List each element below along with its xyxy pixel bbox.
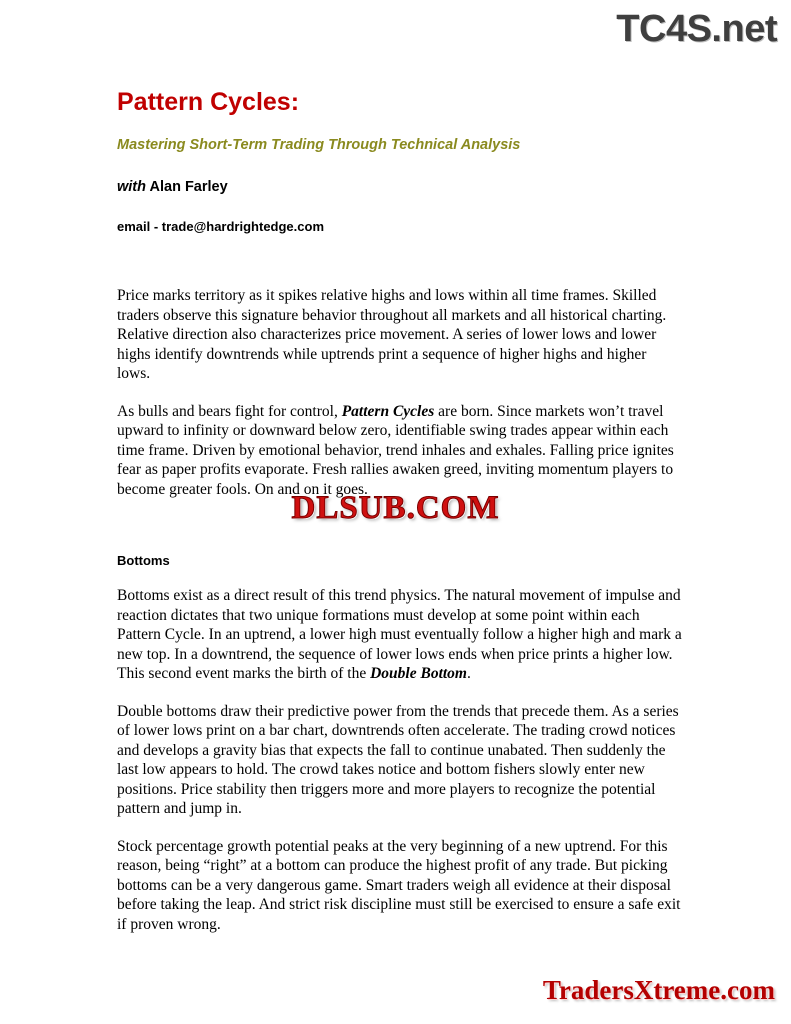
document-subtitle: Mastering Short-Term Trading Through Technical Analysis — [117, 137, 521, 153]
section-heading-bottoms: Bottoms — [117, 553, 170, 568]
paragraph-fragment-before: As bulls and bears fight for control, — [117, 402, 342, 420]
byline-prefix: with — [117, 179, 146, 195]
page-title: Pattern Cycles: — [117, 88, 300, 116]
byline — [117, 179, 683, 195]
section-fragment-after: . — [467, 665, 471, 682]
watermark-gap-2 — [117, 535, 683, 553]
watermark-tc4s: TC4S.net — [616, 8, 777, 50]
bottoms-paragraph-3: Stock percentage growth potential peaks at the very beginning of a new uptrend. For this reason, being “right” at a bottom can produce the highest profit of any trade. But picking bottoms can be a very dangerous game. Smart traders weigh all evidence at their disposal before taking the leap. And strict risk discipline must still be exercised to ensure a safe exit if proven wrong. — [117, 837, 681, 933]
watermark-tradersxtreme: TradersXtreme.com — [542, 975, 775, 1005]
section-fragment-before: Bottoms exist as a direct result of this trend physics. The natural movement of impulse and reaction dictates that two unique formations must develop at some point within each Pattern Cycle. In an uptrend, a lower high must eventually follow a higher high and mark a new top. In a downtrend, the sequence of lower lows ends when price prints a higher low. This second event marks the birth of the — [117, 587, 682, 682]
watermark-dlsub: DLSUB.COM — [291, 490, 500, 526]
author-email: email - trade@hardrightedge.com — [117, 219, 324, 234]
paragraph-fragment-after: are born. Since markets won’t travel upward to infinity or downward below zero, identifiable swing trades appear within each time frame. Driven by emotional behavior, trend inhales and exhales. Falling price ignites fear as paper profits evaporate. Fresh rallies awaken greed, inviting momentum players to become greater fools. On and on it goes. — [117, 402, 674, 498]
term-double-bottom: Double Bottom — [370, 665, 467, 682]
intro-paragraph-2 — [117, 402, 683, 500]
bottoms-paragraph-1 — [117, 586, 683, 684]
bottoms-paragraph-2: Double bottoms draw their predictive power from the trends that precede them. As a series of lower lows print on a bar chart, downtrends often accelerate. The trading crowd notices and develops a gravity bias that expects the fall to continue unabated. Then suddenly the last low appears to hold. The crowd takes notice and bottom fishers slowly enter new positions. Price stability then triggers more and more players to recognize the potential pattern and jump in. — [117, 702, 679, 817]
intro-paragraph-1: Price marks territory as it spikes relative highs and lows within all time frames. Skilled traders observe this signature behavior throughout all markets and all historical charting. Relative direction also characterizes price movement. A series of lower lows and lower highs identify downtrends while uptrends print a sequence of higher highs and higher lows. — [117, 287, 667, 382]
byline-author: Alan Farley — [149, 179, 228, 195]
term-pattern-cycles: Pattern Cycles — [341, 402, 435, 420]
